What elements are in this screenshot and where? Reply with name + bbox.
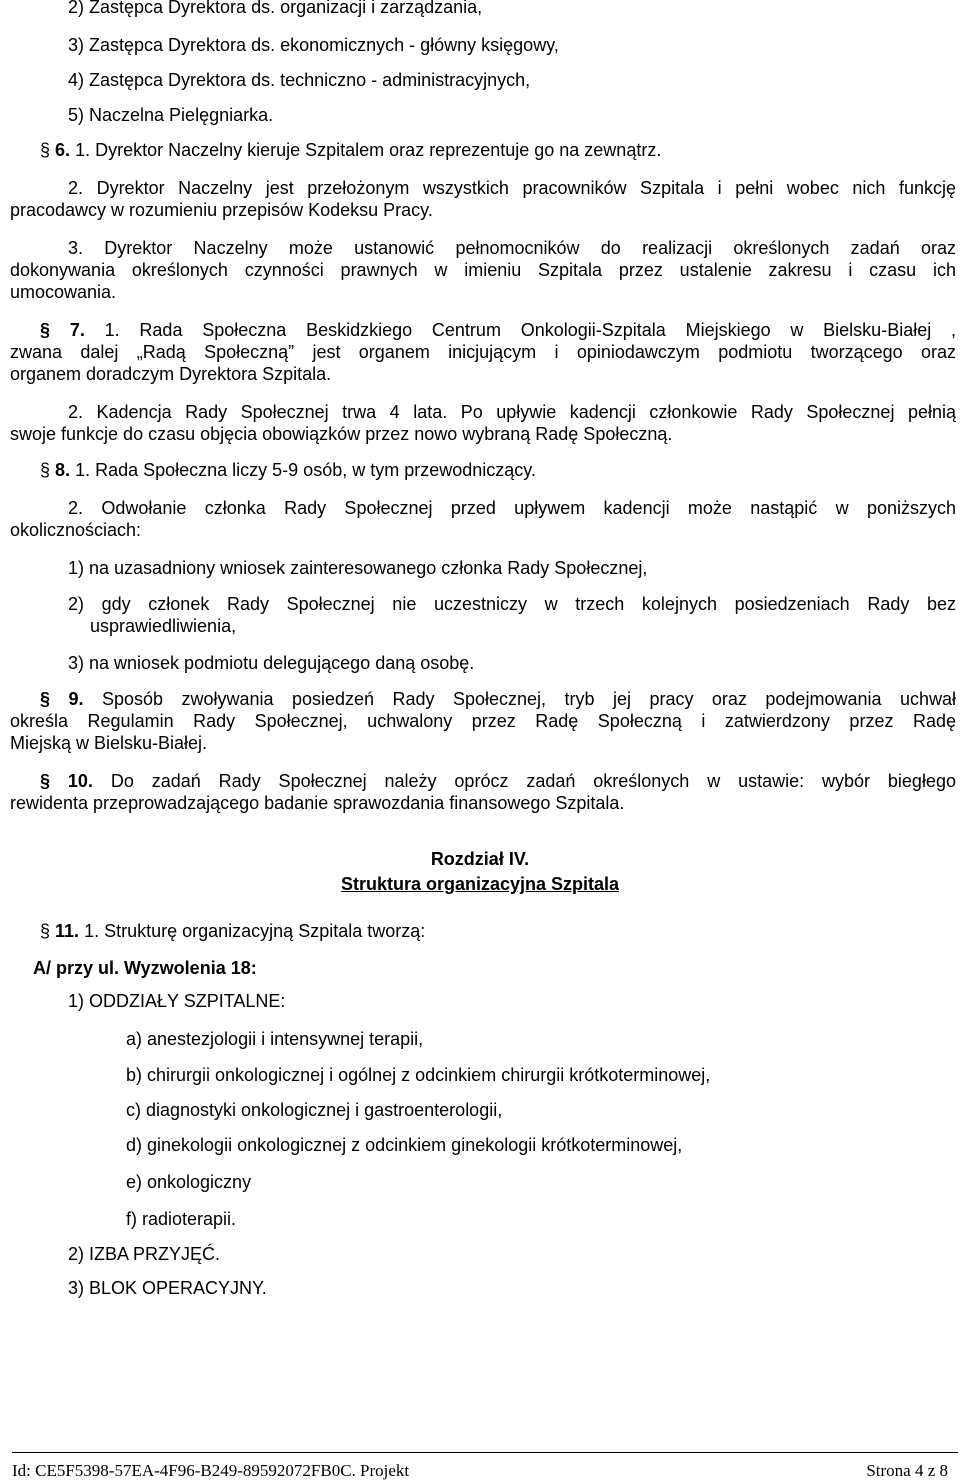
department-item: a) anestezjologii i intensywnej terapii,: [126, 1029, 424, 1049]
paragraph-line: 2. Dyrektor Naczelny jest przełożonym wszystkich pracowników Szpitala i pełni wobec nich funkcję: [68, 178, 956, 198]
list-item: 3) BLOK OPERACYJNY.: [68, 1278, 267, 1298]
paragraph-line: umocowania.: [10, 282, 117, 302]
paragraph-text: 1. Rada Społeczna Beskidzkiego Centrum Onkologii-Szpitala Miejskiego w Bielsku-Białej ,: [104, 320, 956, 340]
section-number: 7.: [69, 320, 85, 340]
footer-document-id: Id: CE5F5398-57EA-4F96-B249-89592072FB0C. Projekt: [12, 1461, 410, 1480]
paragraph-line: § 10. Do zadań Rady Społecznej należy oprócz zadań określonych w ustawie: wybór biegłego: [40, 771, 956, 791]
section-7-p2: [10, 401, 956, 445]
paragraph-line: organem doradczym Dyrektora Szpitala.: [10, 364, 332, 384]
paragraph-line: 2) gdy członek Rady Społecznej nie uczestniczy w trzech kolejnych posiedzeniach Rady bez: [68, 594, 956, 614]
list-item: 4) Zastępca Dyrektora ds. techniczno - administracyjnych,: [68, 70, 531, 90]
paragraph-line: Miejską w Bielsku-Białej.: [10, 733, 208, 753]
paragraph-line: usprawiedliwienia,: [90, 616, 237, 636]
paragraph-line: 2. Odwołanie członka Rady Społecznej przed upływem kadencji może nastąpić w poniższych: [68, 498, 956, 518]
section-number: 6.: [55, 140, 71, 160]
section-9: [10, 688, 956, 754]
list-item: 3) na wniosek podmiotu delegującego daną osobę.: [68, 653, 475, 673]
department-item: b) chirurgii onkologicznej i ogólnej z odcinkiem chirurgii krótkoterminowej,: [126, 1065, 711, 1085]
list-item: 2) IZBA PRZYJĘĆ.: [68, 1244, 221, 1264]
department-item: e) onkologiczny: [126, 1172, 252, 1192]
list-heading: 1) ODDZIAŁY SZPITALNE:: [68, 991, 286, 1011]
section-symbol-icon: §: [40, 921, 51, 941]
paragraph-text: 1. Rada Społeczna liczy 5-9 osób, w tym przewodniczący.: [75, 460, 536, 480]
paragraph-line: okolicznościach:: [10, 520, 142, 540]
paragraph-line: swoje funkcje do czasu objęcia obowiązków przez nowo wybraną Radę Społeczną.: [10, 424, 673, 444]
paragraph-line: określa Regulamin Rady Społecznej, uchwalony przez Radę Społeczną i zatwierdzony przez Radę: [10, 711, 956, 731]
department-item: d) ginekologii onkologicznej z odcinkiem ginekologii krótkoterminowej,: [126, 1135, 683, 1155]
section-number: 8.: [55, 460, 71, 480]
paragraph-line: 2. Kadencja Rady Społecznej trwa 4 lata. Po upływie kadencji członkowie Rady Społecznej pełnią: [68, 402, 956, 422]
paragraph-line: rewidenta przeprowadzającego badanie sprawozdania finansowego Szpitala.: [10, 793, 625, 813]
department-item: f) radioterapii.: [126, 1209, 237, 1229]
paragraph-line: 3. Dyrektor Naczelny może ustanowić pełnomocników do realizacji określonych zadań oraz: [68, 238, 956, 258]
paragraph-text: Sposób zwoływania posiedzeń Rady Społecznej, tryb jej pracy oraz podejmowania uchwał: [101, 689, 956, 709]
section-symbol-icon: §: [40, 460, 51, 480]
chapter-title: Rozdział IV.: [430, 849, 530, 869]
paragraph-text: Do zadań Rady Społecznej należy oprócz zadań określonych w ustawie: wybór biegłego: [110, 771, 956, 791]
list-item: [68, 593, 956, 637]
section-6-p3: [10, 237, 956, 303]
section-number: 10.: [67, 771, 93, 791]
section-number: 11.: [55, 921, 80, 941]
footer-page-number: Strona 4 z 8: [866, 1461, 948, 1480]
department-item: c) diagnostyki onkologicznej i gastroenterologii,: [126, 1100, 503, 1120]
paragraph-line: § 9. Sposób zwoływania posiedzeń Rady Społecznej, tryb jej pracy oraz podejmowania uchwał: [40, 689, 956, 709]
paragraph-line: zwana dalej „Radą Społeczną” jest organem inicjującym i opiniodawczym podmiotu tworzącego oraz: [10, 342, 956, 362]
section-10: [10, 770, 956, 814]
paragraph-line: dokonywania określonych czynności prawnych w imieniu Szpitala przez ustalenie zakresu i czasu ich: [10, 260, 956, 280]
paragraph-line: § 7. 1. Rada Społeczna Beskidzkiego Centrum Onkologii-Szpitala Miejskiego w Bielsku-Białej ,: [40, 320, 956, 340]
section-6-p1: [40, 139, 661, 161]
location-heading: A/ przy ul. Wyzwolenia 18:: [33, 958, 257, 978]
paragraph-text: 1. Dyrektor Naczelny kieruje Szpitalem oraz reprezentuje go na zewnątrz.: [75, 140, 662, 160]
chapter-subtitle: Struktura organizacyjna Szpitala: [340, 874, 620, 894]
section-number: 9.: [68, 689, 84, 709]
section-7-p1: [10, 319, 956, 385]
section-symbol-icon: §: [40, 140, 51, 160]
section-8-p1: [40, 459, 536, 481]
list-item: 2) Zastępca Dyrektora ds. organizacji i zarządzania,: [68, 0, 483, 17]
paragraph-text: 1. Strukturę organizacyjną Szpitala tworzą:: [84, 921, 426, 941]
section-6-p2: [10, 177, 956, 221]
list-item: 3) Zastępca Dyrektora ds. ekonomicznych - główny księgowy,: [68, 35, 559, 55]
section-11-p1: [40, 920, 425, 942]
footer-divider: [12, 1452, 958, 1453]
paragraph-line: pracodawcy w rozumieniu przepisów Kodeksu Pracy.: [10, 200, 433, 220]
section-8-p2: [10, 497, 956, 541]
list-item: 5) Naczelna Pielęgniarka.: [68, 105, 274, 125]
list-item: 1) na uzasadniony wniosek zainteresowanego członka Rady Społecznej,: [68, 558, 648, 578]
